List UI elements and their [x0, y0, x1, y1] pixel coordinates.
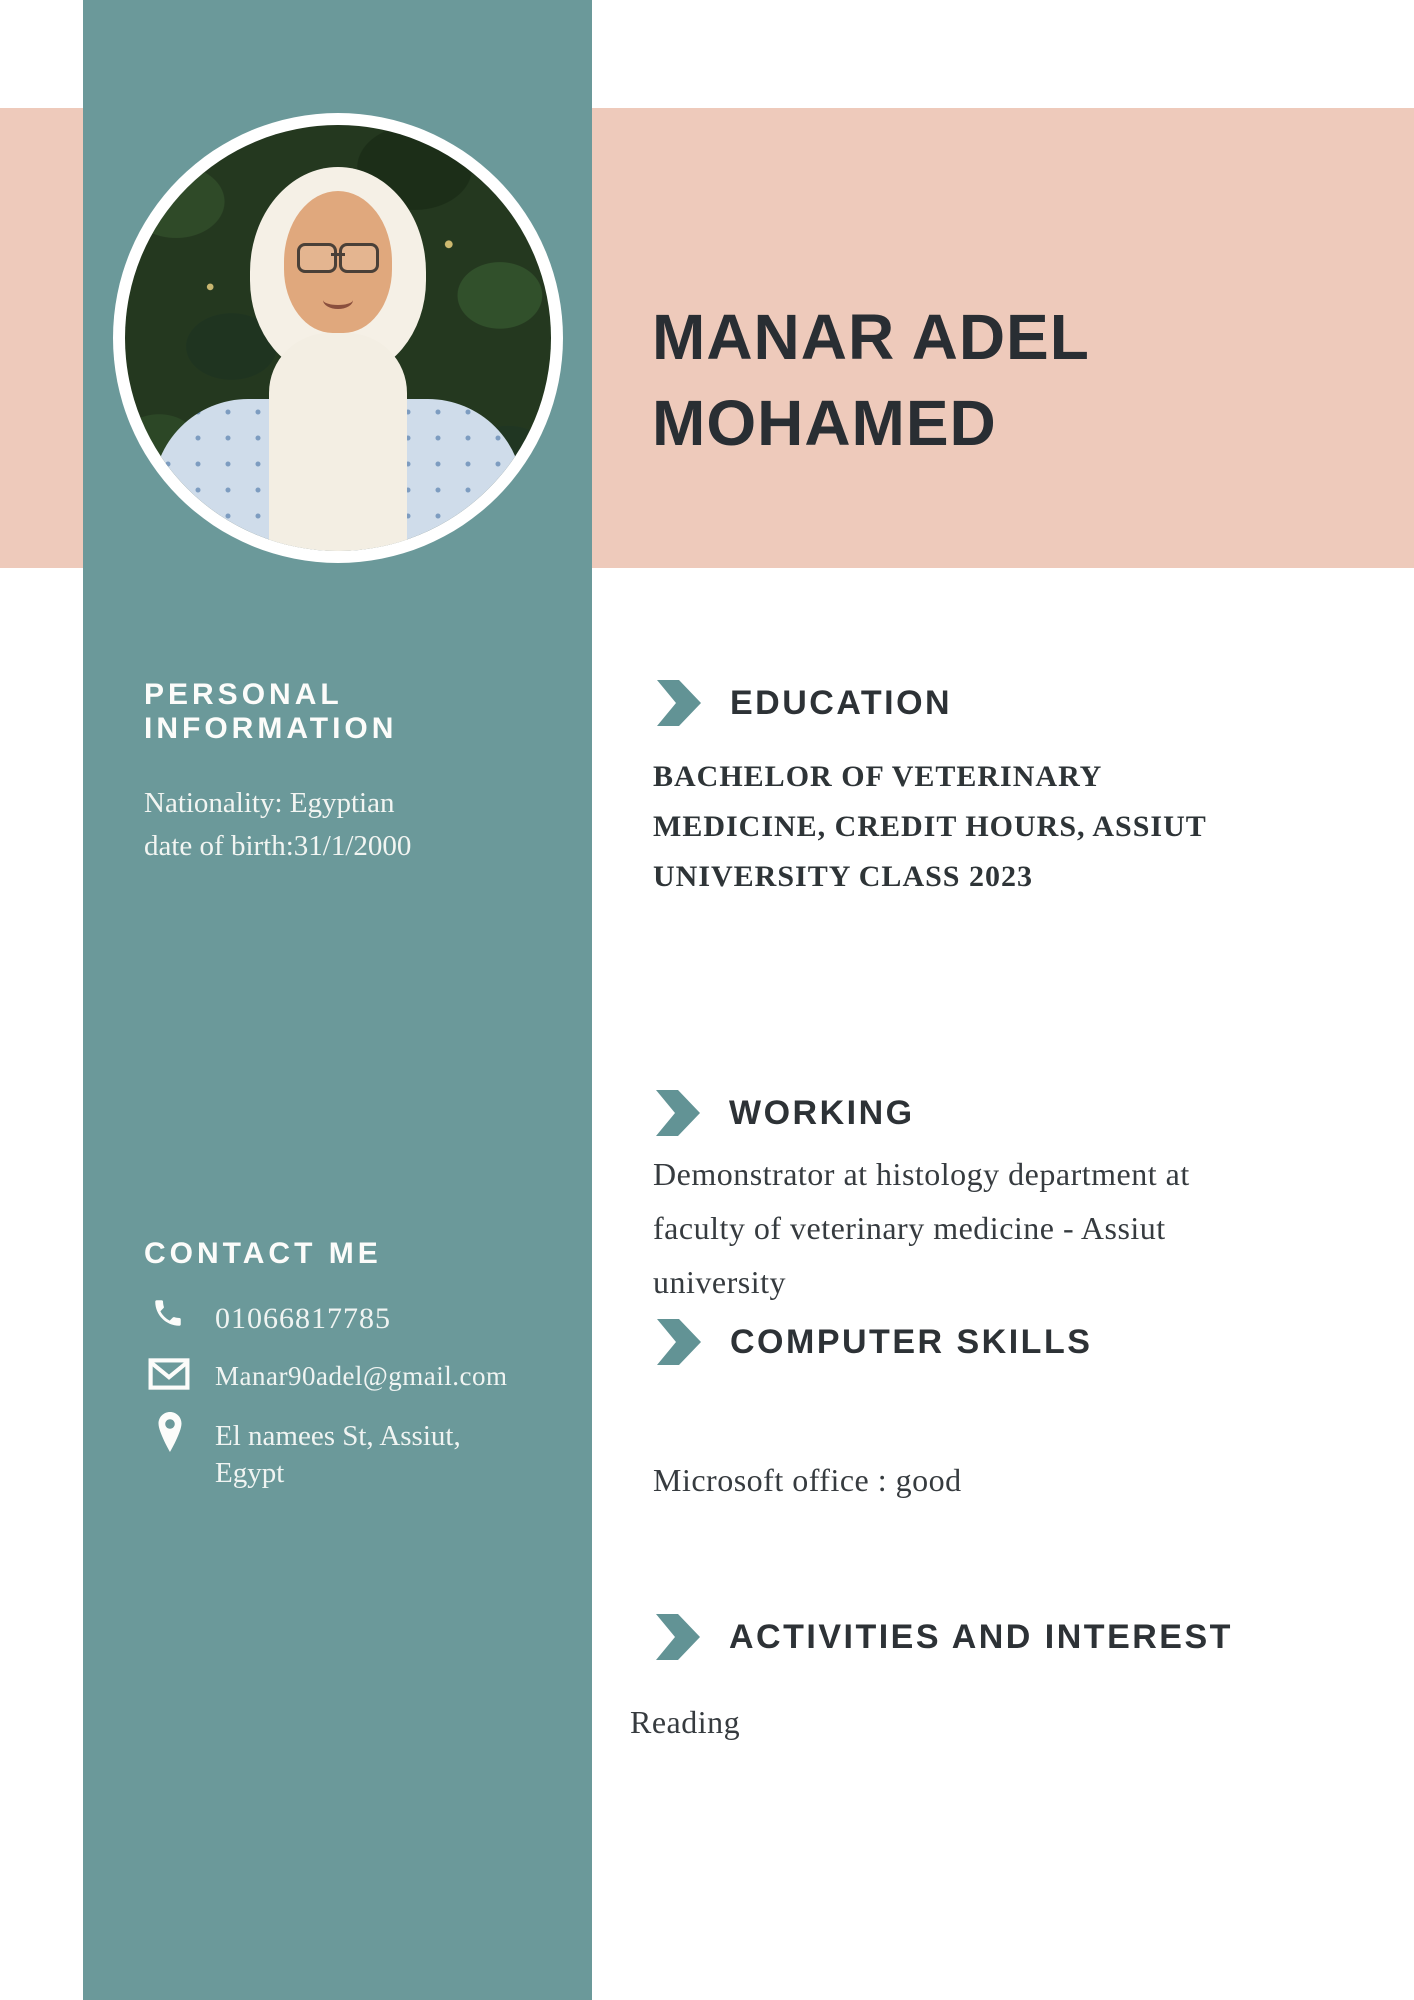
personal-information-title: PERSONAL INFORMATION: [144, 678, 398, 745]
chevron-right-icon: [657, 680, 701, 726]
activities-section-header: [656, 1614, 1233, 1660]
profile-photo: [113, 113, 563, 563]
contact-me-title: CONTACT ME: [144, 1237, 382, 1270]
photo-glasses-bridge: [331, 253, 345, 256]
email-address: Manar90adel@gmail.com: [215, 1361, 508, 1391]
education-title: EDUCATION: [730, 683, 953, 722]
phone-icon: [151, 1296, 185, 1335]
profile-photo-image: [125, 125, 551, 551]
name-title: MANAR ADEL MOHAMED: [652, 301, 1089, 459]
activities-body: Reading: [630, 1704, 741, 1740]
envelope-icon: [148, 1358, 190, 1395]
address-text: El namees St, Assiut, Egypt: [215, 1420, 461, 1489]
photo-scarf-drape: [269, 333, 407, 551]
photo-glasses-right: [339, 243, 379, 273]
computer-skills-title: COMPUTER SKILLS: [730, 1322, 1093, 1361]
working-body: Demonstrator at histology department at faculty of veterinary medicine - Assiut university: [653, 1156, 1190, 1300]
photo-smile: [323, 291, 353, 309]
education-section-header: [657, 680, 952, 726]
photo-face: [284, 191, 392, 333]
chevron-right-icon: [656, 1614, 700, 1660]
chevron-right-icon: [657, 1319, 701, 1365]
working-section-header: [656, 1090, 915, 1136]
location-pin-icon: [155, 1410, 185, 1459]
computer-skills-section-header: [657, 1319, 1092, 1365]
chevron-right-icon: [656, 1090, 700, 1136]
date-of-birth-text: date of birth:31/1/2000: [144, 830, 412, 862]
computer-skills-body: Microsoft office : good: [653, 1462, 962, 1498]
activities-title: ACTIVITIES AND INTEREST: [729, 1617, 1233, 1656]
photo-glasses-left: [297, 243, 337, 273]
education-body: BACHELOR OF VETERINARY MEDICINE, CREDIT HOURS, ASSIUT UNIVERSITY CLASS 2023: [653, 760, 1207, 893]
nationality-text: Nationality: Egyptian: [144, 787, 395, 819]
working-title: WORKING: [729, 1093, 915, 1132]
phone-number: 01066817785: [215, 1302, 391, 1335]
